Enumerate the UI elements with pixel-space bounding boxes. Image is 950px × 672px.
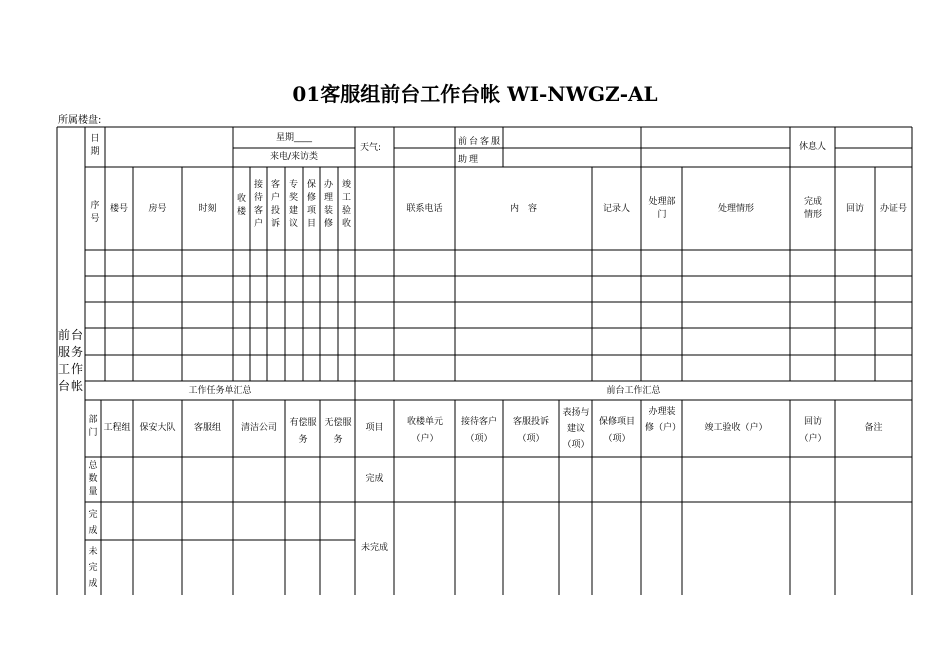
col-cert: 办证号: [879, 204, 907, 214]
summary-right-title: 前台工作汇总: [606, 386, 661, 396]
weekday-label: 星期____: [275, 133, 312, 143]
side-label: 前台服务工作台帐: [57, 328, 84, 393]
sum-col-3: 清洁公司: [240, 423, 277, 433]
rsum-col-8: 备注: [864, 423, 883, 433]
col-handling: 处理情形: [717, 204, 754, 214]
rest-person-label: 休息人: [798, 142, 826, 152]
rsum-col-4: 保修项目（项）: [598, 417, 635, 444]
rsum-col-0: 收楼单元（户）: [406, 417, 443, 444]
rsum-col-6: 竣工验收（户）: [704, 423, 768, 433]
col-repair: 保修项目: [306, 180, 316, 229]
rsum-col-5: 办理装修（户）: [645, 407, 682, 433]
rsum-col-2: 客服投诉（项）: [512, 417, 549, 444]
owner-label: 所属楼盘:: [58, 115, 102, 126]
col-suggest: 专奖建议: [288, 180, 298, 229]
col-building: 楼号: [109, 204, 128, 214]
rsum-col-7: 回访（户）: [799, 417, 827, 444]
rsum-row-done: 完成: [365, 474, 384, 484]
sum-col-1: 保安大队: [139, 423, 176, 433]
page-title: 01客服组前台工作台帐 WI-NWGZ-AL: [292, 82, 658, 106]
sum-col-4: 有偿服务: [289, 418, 317, 445]
sum-col-2: 客服组: [193, 423, 221, 433]
sum-col-0: 工程组: [103, 423, 131, 433]
col-receive: 收楼: [236, 194, 246, 217]
col-recorder: 记录人: [602, 204, 630, 214]
frontdesk-assist-label: 前台客服助理: [458, 137, 503, 165]
weather-label: 天气:: [360, 143, 382, 153]
col-visit: 回访: [845, 204, 864, 214]
rsum-col-3: 表扬与建议（项）: [562, 408, 590, 450]
col-acceptance: 竣工验收: [341, 180, 351, 229]
summary-left-title: 工作任务单汇总: [188, 386, 252, 396]
sum-col-5: 无偿服务: [324, 418, 352, 445]
call-type-label: 来电/来访类: [269, 152, 319, 162]
col-content: 内 容: [509, 204, 537, 214]
rsum-item: 项目: [365, 423, 384, 433]
col-time: 时刻: [198, 204, 217, 214]
date-label: 日期: [90, 134, 100, 157]
col-phone: 联系电话: [406, 204, 443, 214]
col-done: 完成情形: [803, 197, 822, 220]
col-decoration: 办理装修: [323, 180, 333, 229]
col-dept: 处理部门: [648, 197, 676, 220]
sum-row-done: 完成: [88, 510, 98, 536]
col-room: 房号: [148, 204, 167, 214]
sum-row-undone: 未完成: [88, 547, 98, 589]
sum-row-total: 总数量: [88, 461, 98, 497]
col-seq: 序号: [90, 201, 100, 224]
col-complaint: 客户投诉: [270, 180, 280, 229]
rsum-col-1: 接待客户（项）: [460, 417, 497, 444]
col-reception: 接待客户: [253, 180, 263, 229]
rsum-row-undone: 未完成: [360, 543, 388, 553]
sum-dept: 部门: [88, 415, 98, 438]
